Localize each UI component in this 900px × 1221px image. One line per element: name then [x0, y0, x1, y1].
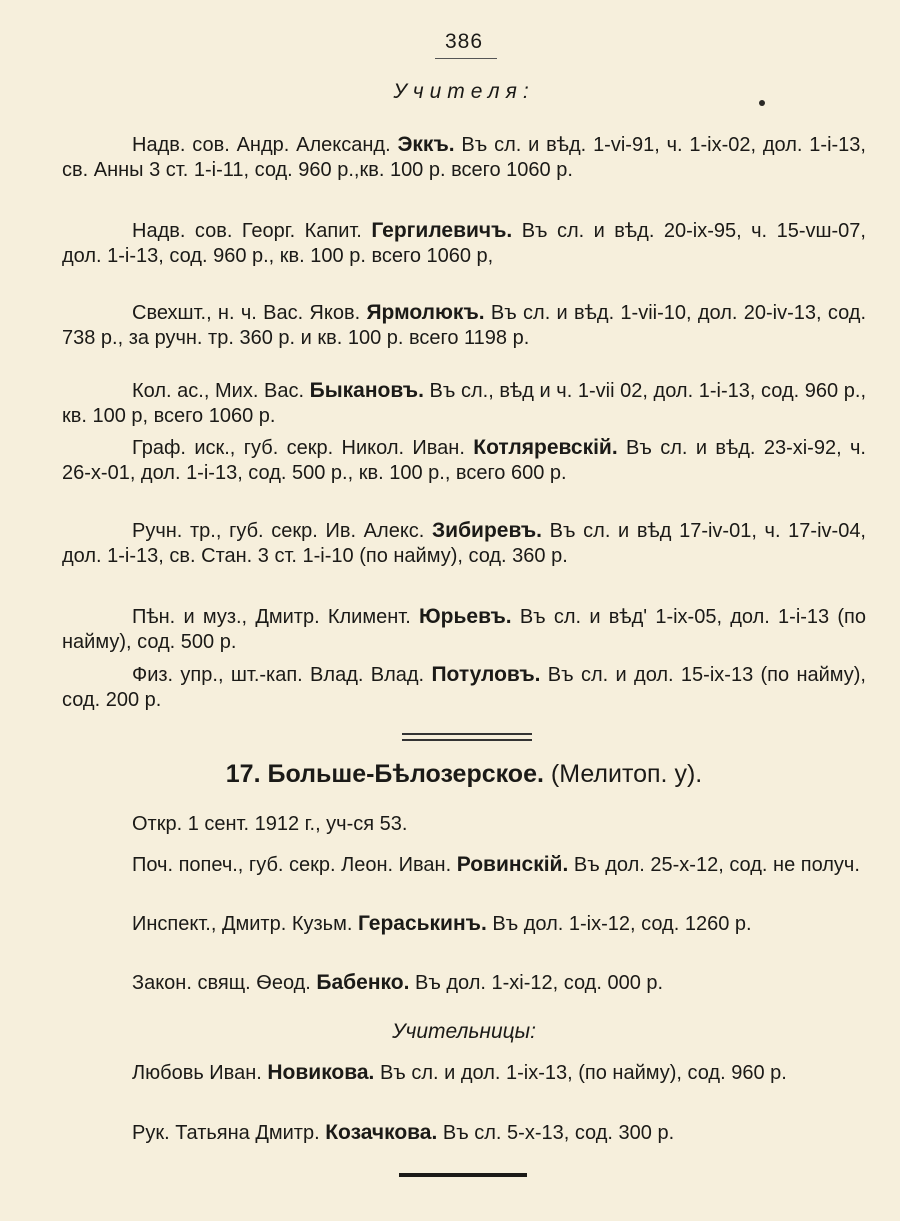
teacher-entry — [62, 1120, 866, 1146]
school-opened: Откр. 1 сент. 1912 г., уч-ся 53. — [132, 813, 408, 835]
entry-rank: Инспект., Дмитр. Кузьм. — [132, 913, 358, 935]
entry-surname: Зибиревъ. — [432, 519, 542, 542]
entry-surname: Ровинскій. — [456, 853, 569, 876]
staff-entry — [62, 970, 866, 996]
entry-surname: Потуловъ. — [431, 663, 541, 686]
page-number-rule — [435, 58, 497, 59]
entry-rank: Надв. сов. Андр. Александ. — [132, 134, 398, 156]
closing-rule — [399, 1173, 527, 1177]
entry-details: Въ сл. и дол. 1-ix-13, (по найму), сод. 960 р. — [374, 1062, 787, 1084]
entry-surname: Котляревскій. — [473, 436, 618, 459]
entry-surname: Эккъ. — [397, 133, 455, 156]
entry-details: Въ сл. 5-x-13, сод. 300 р. — [437, 1122, 675, 1144]
entry-details: Въ сл. и вѣд. 23-xi-92, ч. 26-x-01, дол. 1-i-13, сод. 500 р., кв. 100 р., всего 600 р. — [62, 437, 866, 484]
teacher-entry — [62, 662, 866, 713]
entry-surname: Бабенко. — [316, 971, 410, 994]
entry-surname: Гераськинъ. — [357, 912, 487, 935]
staff-entry — [62, 852, 866, 878]
teacher-entry — [62, 218, 866, 269]
entry-surname: Новикова. — [267, 1061, 375, 1084]
section-name: Больше-Бѣлозерское. — [267, 760, 544, 788]
entry-details: Въ дол. 25-x-12, сод. не получ. — [568, 854, 860, 876]
entry-rank: Граф. иск., губ. секр. Никол. Иван. — [132, 437, 474, 459]
teacher-entry — [62, 1060, 866, 1086]
teacher-entry — [62, 378, 866, 429]
entry-details: Въ дол. 1-xi-12, сод. 000 р. — [409, 972, 664, 994]
entry-surname: Козачкова. — [325, 1121, 438, 1144]
teacher-entry — [62, 300, 866, 351]
entry-rank: Ручн. тр., губ. секр. Ив. Алекс. — [132, 520, 433, 542]
entry-rank: Рук. Татьяна Дмитр. — [132, 1122, 326, 1144]
entry-rank: Кол. ас., Мих. Вас. — [132, 380, 310, 402]
section-number: 17. — [225, 760, 261, 788]
entry-surname: Юрьевъ. — [419, 605, 512, 628]
ink-mark — [759, 100, 765, 106]
teacher-entry — [62, 604, 866, 655]
entry-surname: Ярмолюкъ. — [366, 301, 485, 324]
entry-details: Въ сл., вѣд и ч. 1-vii 02, дол. 1-i-13, сод. 960 р., кв. 100 р, всего 1060 р. — [62, 380, 866, 427]
entry-details: Въ сл. и вѣд. 20-ix-95, ч. 15-vш-07, дол. 1-i-13, сод. 960 р., кв. 100 р. всего 1060 р, — [62, 220, 866, 267]
entry-rank: Любовь Иван. — [132, 1062, 268, 1084]
teacher-entry — [62, 518, 866, 569]
entry-rank: Свехшт., н. ч. Вас. Яков. — [132, 302, 367, 324]
section-divider — [402, 733, 532, 741]
entry-details: Въ сл. и дол. 15-ix-13 (по найму), сод. 200 р. — [62, 664, 866, 711]
entry-surname: Быкановъ. — [309, 379, 424, 402]
entry-details: Въ сл. и вѣд. 1-vii-10, дол. 20-iv-13, сод. 738 р., за ручн. тр. 360 р. и кв. 100 р. всего 1198 р. — [62, 302, 866, 349]
entry-rank: Физ. упр., шт.-кап. Влад. Влад. — [132, 664, 432, 686]
entry-rank: Поч. попеч., губ. секр. Леон. Иван. — [132, 854, 457, 876]
teacher-entry — [62, 132, 866, 183]
entry-details: Въ сл. и вѣд. 1-vi-91, ч. 1-ix-02, дол. 1-i-13, св. Анны 3 ст. 1-i-11, сод. 960 р.,кв. 100 р. всего 1060 р. — [62, 134, 866, 181]
page-number: 386 — [444, 30, 484, 53]
section-title — [62, 760, 866, 789]
teacher-entry — [62, 435, 866, 486]
section-county: (Мелитоп. у). — [550, 760, 703, 788]
entry-details: Въ сл. и вѣд' 1-ix-05, дол. 1-i-13 (по найму), сод. 500 р. — [62, 606, 867, 653]
heading-teachers: Учителя: — [393, 80, 535, 103]
entry-details: Въ дол. 1-ix-12, сод. 1260 р. — [486, 913, 752, 935]
heading-female-teachers: Учительницы: — [392, 1020, 536, 1043]
entry-rank: Надв. сов. Георг. Капит. — [132, 220, 372, 242]
document-page — [62, 0, 866, 1221]
entry-surname: Гергилевичъ. — [371, 219, 513, 242]
entry-details: Въ сл. и вѣд 17-iv-01, ч. 17-iv-04, дол. 1-i-13, св. Стан. 3 ст. 1-i-10 (по найму), сод. 360 р. — [62, 520, 866, 567]
entry-rank: Закон. свящ. Ѳеод. — [132, 972, 317, 994]
staff-entry — [62, 911, 866, 937]
entry-rank: Пѣн. и муз., Дмитр. Климент. — [132, 606, 419, 628]
